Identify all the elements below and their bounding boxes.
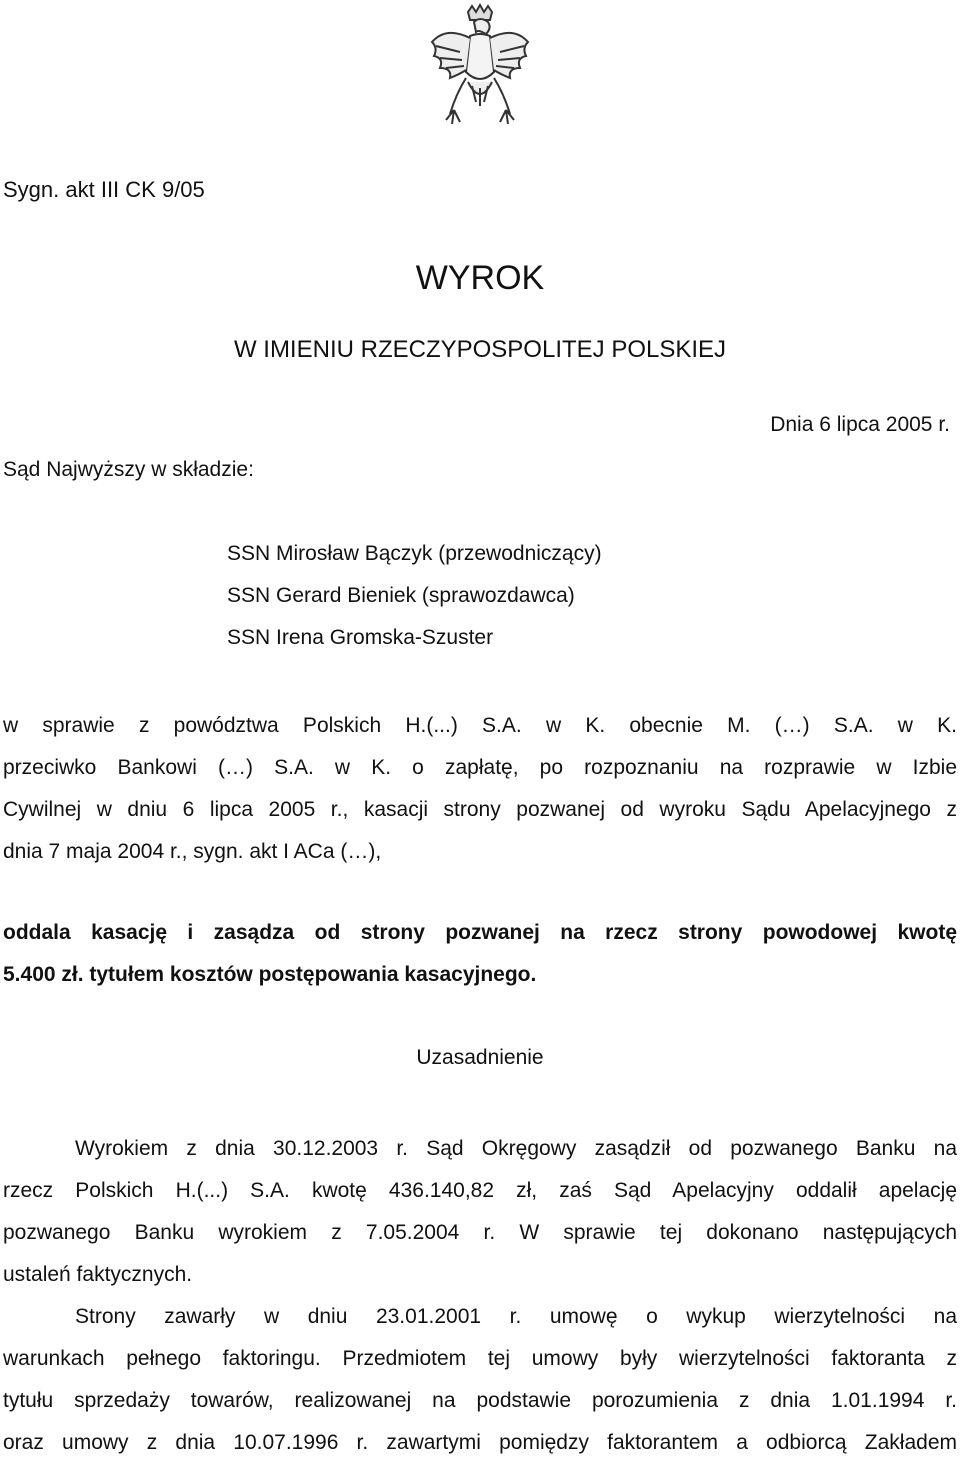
case-line: Cywilnej w dniu 6 lipca 2005 r., kasacji strony pozwanej od wyroku Sądu Apelacyjnego z [3,798,957,821]
case-description [3,705,957,873]
court-composition-label: Sąd Najwyższy w składzie: [3,458,254,481]
judge-line: SSN Mirosław Bączyk (przewodniczący) [227,542,602,565]
ruling-line: 5.400 zł. tytułem kosztów postępowania kasacyjnego. [3,963,537,986]
justification-text [3,1128,957,1464]
justification-line: tytułu sprzedaży towarów, realizowanej na podstawie porozumienia z dnia 1.01.1994 r. [3,1389,957,1412]
case-line: w sprawie z powództwa Polskich H.(...) S.A. w K. obecnie M. (…) S.A. w K. [3,714,957,737]
justification-line: warunkach pełnego faktoringu. Przedmiotem tej umowy były wierzytelności faktoranta z [3,1347,957,1370]
justification-line: oraz umowy z dnia 10.07.1996 r. zawartymi pomiędzy faktorantem a odbiorcą Zakładem [3,1431,957,1454]
justification-line: pozwanego Banku wyrokiem z 7.05.2004 r. W sprawie tej dokonano następujących [3,1221,957,1244]
document-title: WYROK [415,259,545,297]
case-signature: Sygn. akt III CK 9/05 [3,177,205,202]
judge-line: SSN Irena Gromska-Szuster [227,626,494,649]
polish-eagle-emblem-icon [420,2,540,152]
document-subtitle: W IMIENIU RZECZYPOSPOLITEJ POLSKIEJ [233,336,727,363]
ruling-line: oddala kasację i zasądza od strony pozwanej na rzecz strony powodowej kwotę [3,921,957,944]
justification-heading: Uzasadnienie [416,1046,544,1069]
judge-line: SSN Gerard Bieniek (sprawozdawca) [227,584,575,607]
justification-line: ustaleń faktycznych. [3,1263,193,1286]
justification-line: Strony zawarły w dniu 23.01.2001 r. umowę o wykup wierzytelności na [75,1305,957,1328]
justification-line: Wyrokiem z dnia 30.12.2003 r. Sąd Okręgowy zasądził od pozwanego Banku na [75,1137,957,1160]
judgment-date: Dnia 6 lipca 2005 r. [770,413,950,436]
ruling-text [3,912,957,996]
case-line: dnia 7 maja 2004 r., sygn. akt I ACa (…), [3,840,382,863]
case-line: przeciwko Bankowi (…) S.A. w K. o zapłatę, po rozpoznaniu na rozprawie w Izbie [3,756,957,779]
justification-line: rzecz Polskich H.(...) S.A. kwotę 436.140,82 zł, zaś Sąd Apelacyjny oddalił apelację [3,1179,957,1202]
